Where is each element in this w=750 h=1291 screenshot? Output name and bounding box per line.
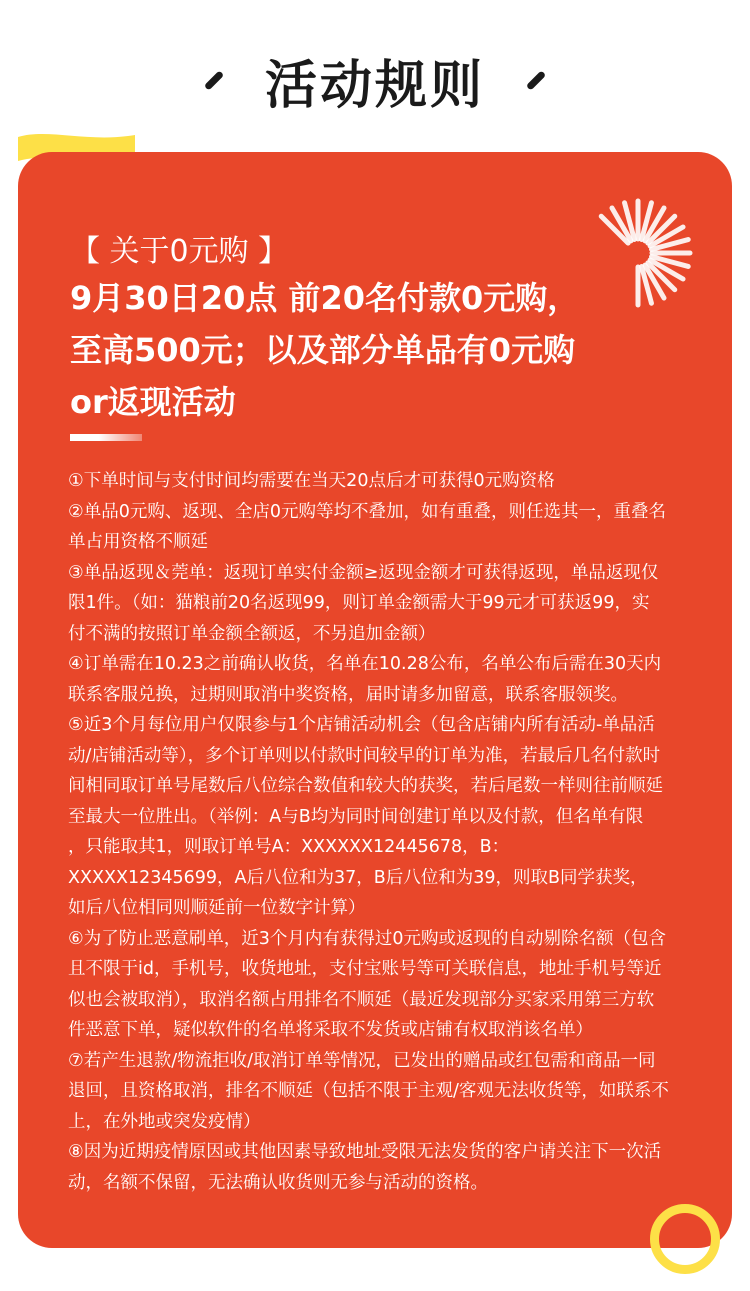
rule-line: ，只能取其1，则取订单号A：XXXXXX12445678，B： bbox=[68, 837, 510, 857]
rule-line: 如后八位相同则顺延前一位数字计算） bbox=[68, 898, 366, 918]
rule-line: 件恶意下单，疑似软件的名单将采取不发货或店铺有权取消该名单） bbox=[68, 1020, 593, 1040]
rule-line: ⑧因为近期疫情原因或其他因素导致地址受限无法发货的客户请关注下一次活 bbox=[68, 1142, 662, 1162]
slash-decoration-left bbox=[204, 70, 225, 91]
headline-line: 至高500元；以及部分单品有0元购 bbox=[70, 331, 576, 369]
rule-line: 退回，且资格取消，排名不顺延（包括不限于主观/客观无法收货等，如联系不 bbox=[68, 1081, 669, 1101]
headline-line: or返现活动 bbox=[70, 383, 236, 421]
rule-line: 单占用资格不顺延 bbox=[68, 532, 208, 552]
rule-line: XXXXX12345699，A后八位和为37，B后八位和为39，则取B同学获奖， bbox=[68, 867, 648, 888]
rule-line: 动，名额不保留，无法确认收货则无参与活动的资格。 bbox=[68, 1172, 488, 1193]
rule-line: ①下单时间与支付时间均需要在当天20点后才可获得0元购资格 bbox=[68, 471, 555, 491]
page-title: 活动规则 bbox=[264, 55, 485, 116]
rule-line: 限1件。（如：猫粮前20名返现99，则订单金额需大于99元才可获返99，实 bbox=[68, 593, 650, 613]
rule-line: 上，在外地或突发疫情） bbox=[68, 1111, 261, 1132]
rule-line: 联系客服兑换，过期则取消中奖资格，届时请多加留意，联系客服领奖。 bbox=[68, 684, 628, 705]
rule-line: ②单品0元购、返现、全店0元购等均不叠加，如有重叠，则任选其一，重叠名 bbox=[68, 501, 666, 522]
rule-line: ⑦若产生退款/物流拒收/取消订单等情况，已发出的赠品或红包需和商品一同 bbox=[68, 1050, 656, 1071]
divider bbox=[70, 434, 142, 441]
rule-line: 至最大一位胜出。（举例：A与B均为同时间创建订单以及付款，但名单有限 bbox=[68, 806, 644, 827]
rule-line: 动/店铺活动等），多个订单则以付款时间较早的订单为准，若最后几名付款时 bbox=[68, 745, 661, 766]
rule-line: ④订单需在10.23之前确认收货，名单在10.28公布，名单公布后需在30天内 bbox=[68, 654, 662, 674]
section-label: 【 关于0元购 】 bbox=[70, 234, 289, 269]
rule-line: 付不满的按照订单金额全额返，不另追加金额） bbox=[68, 623, 436, 644]
sunburst-decoration bbox=[580, 195, 700, 315]
rule-line: 间相同取订单号尾数后八位综合数值和较大的获奖，若后尾数一样则往前顺延 bbox=[68, 776, 663, 796]
ring-decoration bbox=[650, 1204, 720, 1274]
rule-line: ③单品返现＆莞单：返现订单实付金额≥返现金额才可获得返现，单品返现仅 bbox=[68, 562, 659, 583]
page-header bbox=[0, 40, 750, 120]
headline bbox=[70, 272, 579, 428]
rule-line: 似也会被取消），取消名额占用排名不顺延（最近发现部分买家采用第三方软 bbox=[68, 989, 655, 1010]
rule-line: ⑥为了防止恶意刷单，近3个月内有获得过0元购或返现的自动剔除名额（包含 bbox=[68, 928, 666, 949]
rule-line: 且不限于id，手机号，收货地址，支付宝账号等可关联信息，地址手机号等近 bbox=[68, 959, 662, 979]
rule-line: ⑤近3个月每位用户仅限参与1个店铺活动机会（包含店铺内所有活动-单品活 bbox=[68, 715, 655, 735]
rules-list bbox=[68, 466, 669, 1198]
slash-decoration-right bbox=[526, 70, 547, 91]
headline-line: 9月30日20点 前20名付款0元购， bbox=[70, 279, 580, 317]
